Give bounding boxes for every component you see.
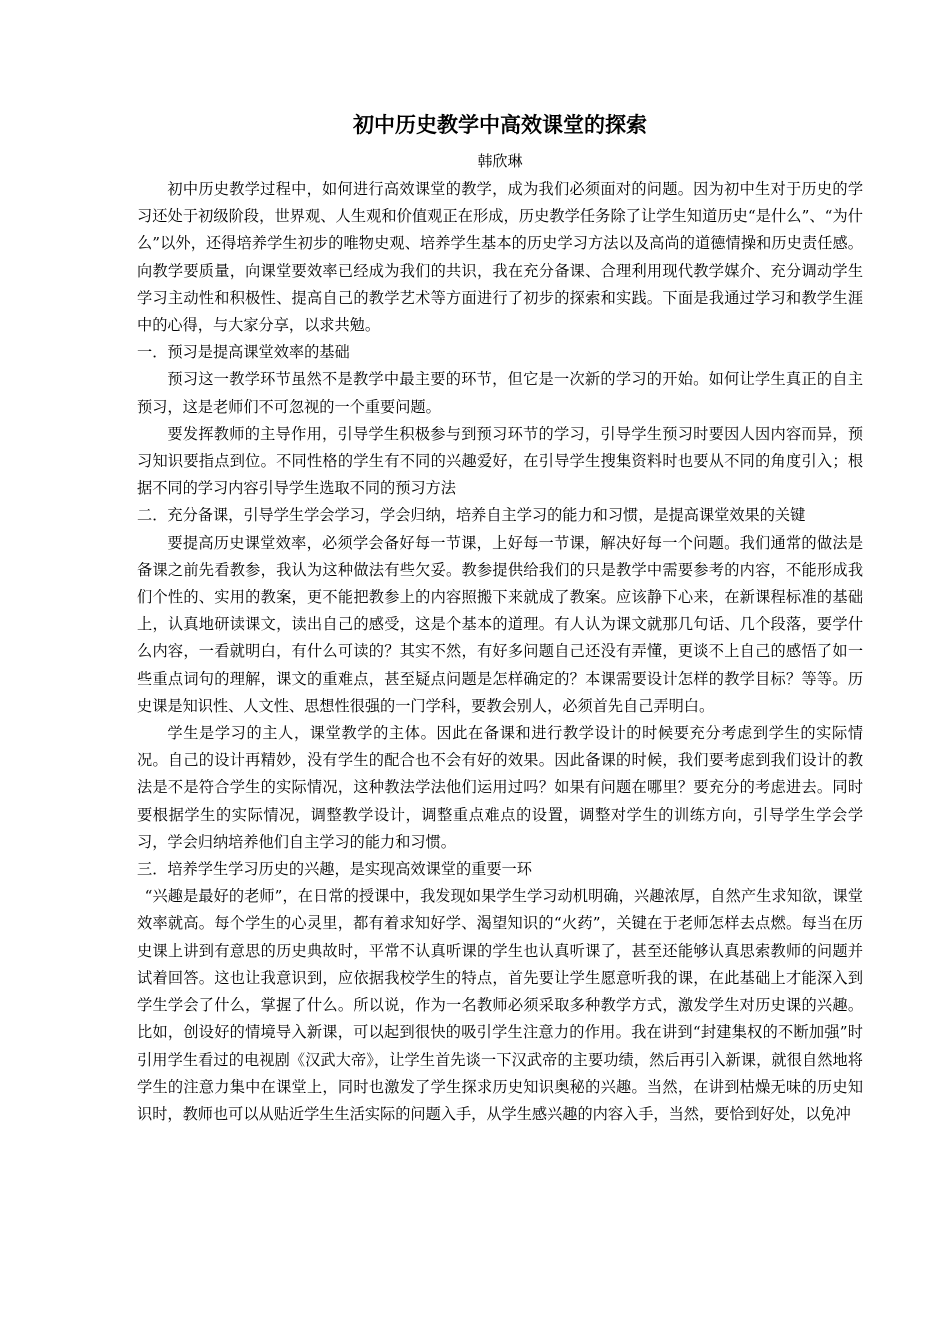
section-1-paragraph-1: 预习这一教学环节虽然不是教学中最主要的环节，但它是一次新的学习的开始。如何让学生真正的自主预习，这是老师们不可忽视的一个重要问题。 — [137, 370, 863, 416]
section-3-paragraph-1: “兴趣是最好的老师”，在日常的授课中，我发现如果学生学习动机明确，兴趣浓厚，自然产生求知欲，课堂效率就高。每个学生的心灵里，都有着求知好学、渴望知识的“火药”，关键在于老师怎样去点燃。每当在历史课上讲到有意思的历史典故时，平常不认真听课的学生也认真听课了，甚至还能够认真思索教师的问题并试着回答。这也让我意识到，应依据我校学生的特点，首先要让学生愿意听我的课，在此基础上才能深入到学生学会了什么，掌握了什么。所以说，作为一名教师必须采取多种教学方式，激发学生对历史课的兴趣。比如，创设好的情境导入新课，可以起到很快的吸引学生注意力的作用。我在讲到“封建集权的不断加强”时引用学生看过的电视剧《汉武大帝》，让学生首先谈一下汉武帝的主要功绩，然后再引入新课，就很自然地将学生的注意力集中在课堂上，同时也激发了学生探求历史知识奥秘的兴趣。当然，在讲到枯燥无味的历史知识时，教师也可以从贴近学生生活实际的问题入手，从学生感兴趣的内容入手，当然，要恰到好处，以免冲 — [137, 887, 863, 1123]
intro-paragraph: 初中历史教学过程中，如何进行高效课堂的教学，成为我们必须面对的问题。因为初中生对于历史的学习还处于初级阶段，世界观、人生观和价值观正在形成，历史教学任务除了让学生知道历史“是什么”、“为什么”以外，还得培养学生初步的唯物史观、培养学生基本的历史学习方法以及高尚的道德情操和历史责任感。向教学要质量，向课堂要效率已经成为我们的共识，我在充分备课、合理利用现代教学媒介、充分调动学生学习主动性和积极性、提高自己的教学艺术等方面进行了初步的探索和实践。下面是我通过学习和教学生涯中的心得，与大家分享，以求共勉。 — [137, 180, 863, 335]
section-2-paragraph-2: 学生是学习的主人，课堂教学的主体。因此在备课和进行教学设计的时候要充分考虑到学生的实际情况。自己的设计再精妙，没有学生的配合也不会有好的效果。因此备课的时候，我们要考虑到我们设计的教法是不是符合学生的实际情况，这种教法学法他们运用过吗？如果有问题在哪里？要充分的考虑进去。同时要根据学生的实际情况，调整教学设计，调整重点难点的设置，调整对学生的训练方向，引导学生学会学习，学会归纳培养他们自主学习的能力和习惯。 — [137, 724, 863, 851]
author-name: 韩欣琳 — [477, 152, 523, 170]
document-title: 初中历史教学中高效课堂的探索 — [353, 113, 647, 137]
section-2-paragraph-1: 要提高历史课堂效率，必须学会备好每一节课，上好每一节课，解决好每一个问题。我们通常的做法是备课之前先看教参，我认为这种做法有些欠妥。教参提供给我们的只是教学中需要参考的内容，不能形成我们个性的、实用的教案，更不能把教参上的内容照搬下来就成了教案。应该静下心来，在新课程标准的基础上，认真地研读课文，读出自己的感受，这是个基本的道理。有人认为课文就那几句话、几个段落，要学什么内容，一看就明白，有什么可读的？其实不然，有好多问题自己还没有弄懂，更谈不上自己的感悟了如一些重点词句的理解，课文的重难点，甚至疑点问题是怎样确定的？本课需要设计怎样的教学目标？等等。历史课是知识性、人文性、思想性很强的一门学科，要教会别人，必须首先自己弄明白。 — [137, 533, 863, 715]
document-page — [137, 110, 863, 1128]
section-1-paragraph-2: 要发挥教师的主导作用，引导学生积极参与到预习环节的学习，引导学生预习时要因人因内容而异，预习知识要指点到位。不同性格的学生有不同的兴趣爱好，在引导学生搜集资料时也要从不同的角度引入；根据不同的学习内容引导学生选取不同的预习方法 — [137, 424, 863, 498]
section-2-heading: 二．充分备课，引导学生学会学习，学会归纳，培养自主学习的能力和习惯，是提高课堂效果的关键 — [137, 506, 806, 525]
section-1-heading: 一．预习是提高课堂效率的基础 — [137, 343, 350, 362]
section-3-heading: 三．培养学生学习历史的兴趣，是实现高效课堂的重要一环 — [137, 860, 532, 879]
